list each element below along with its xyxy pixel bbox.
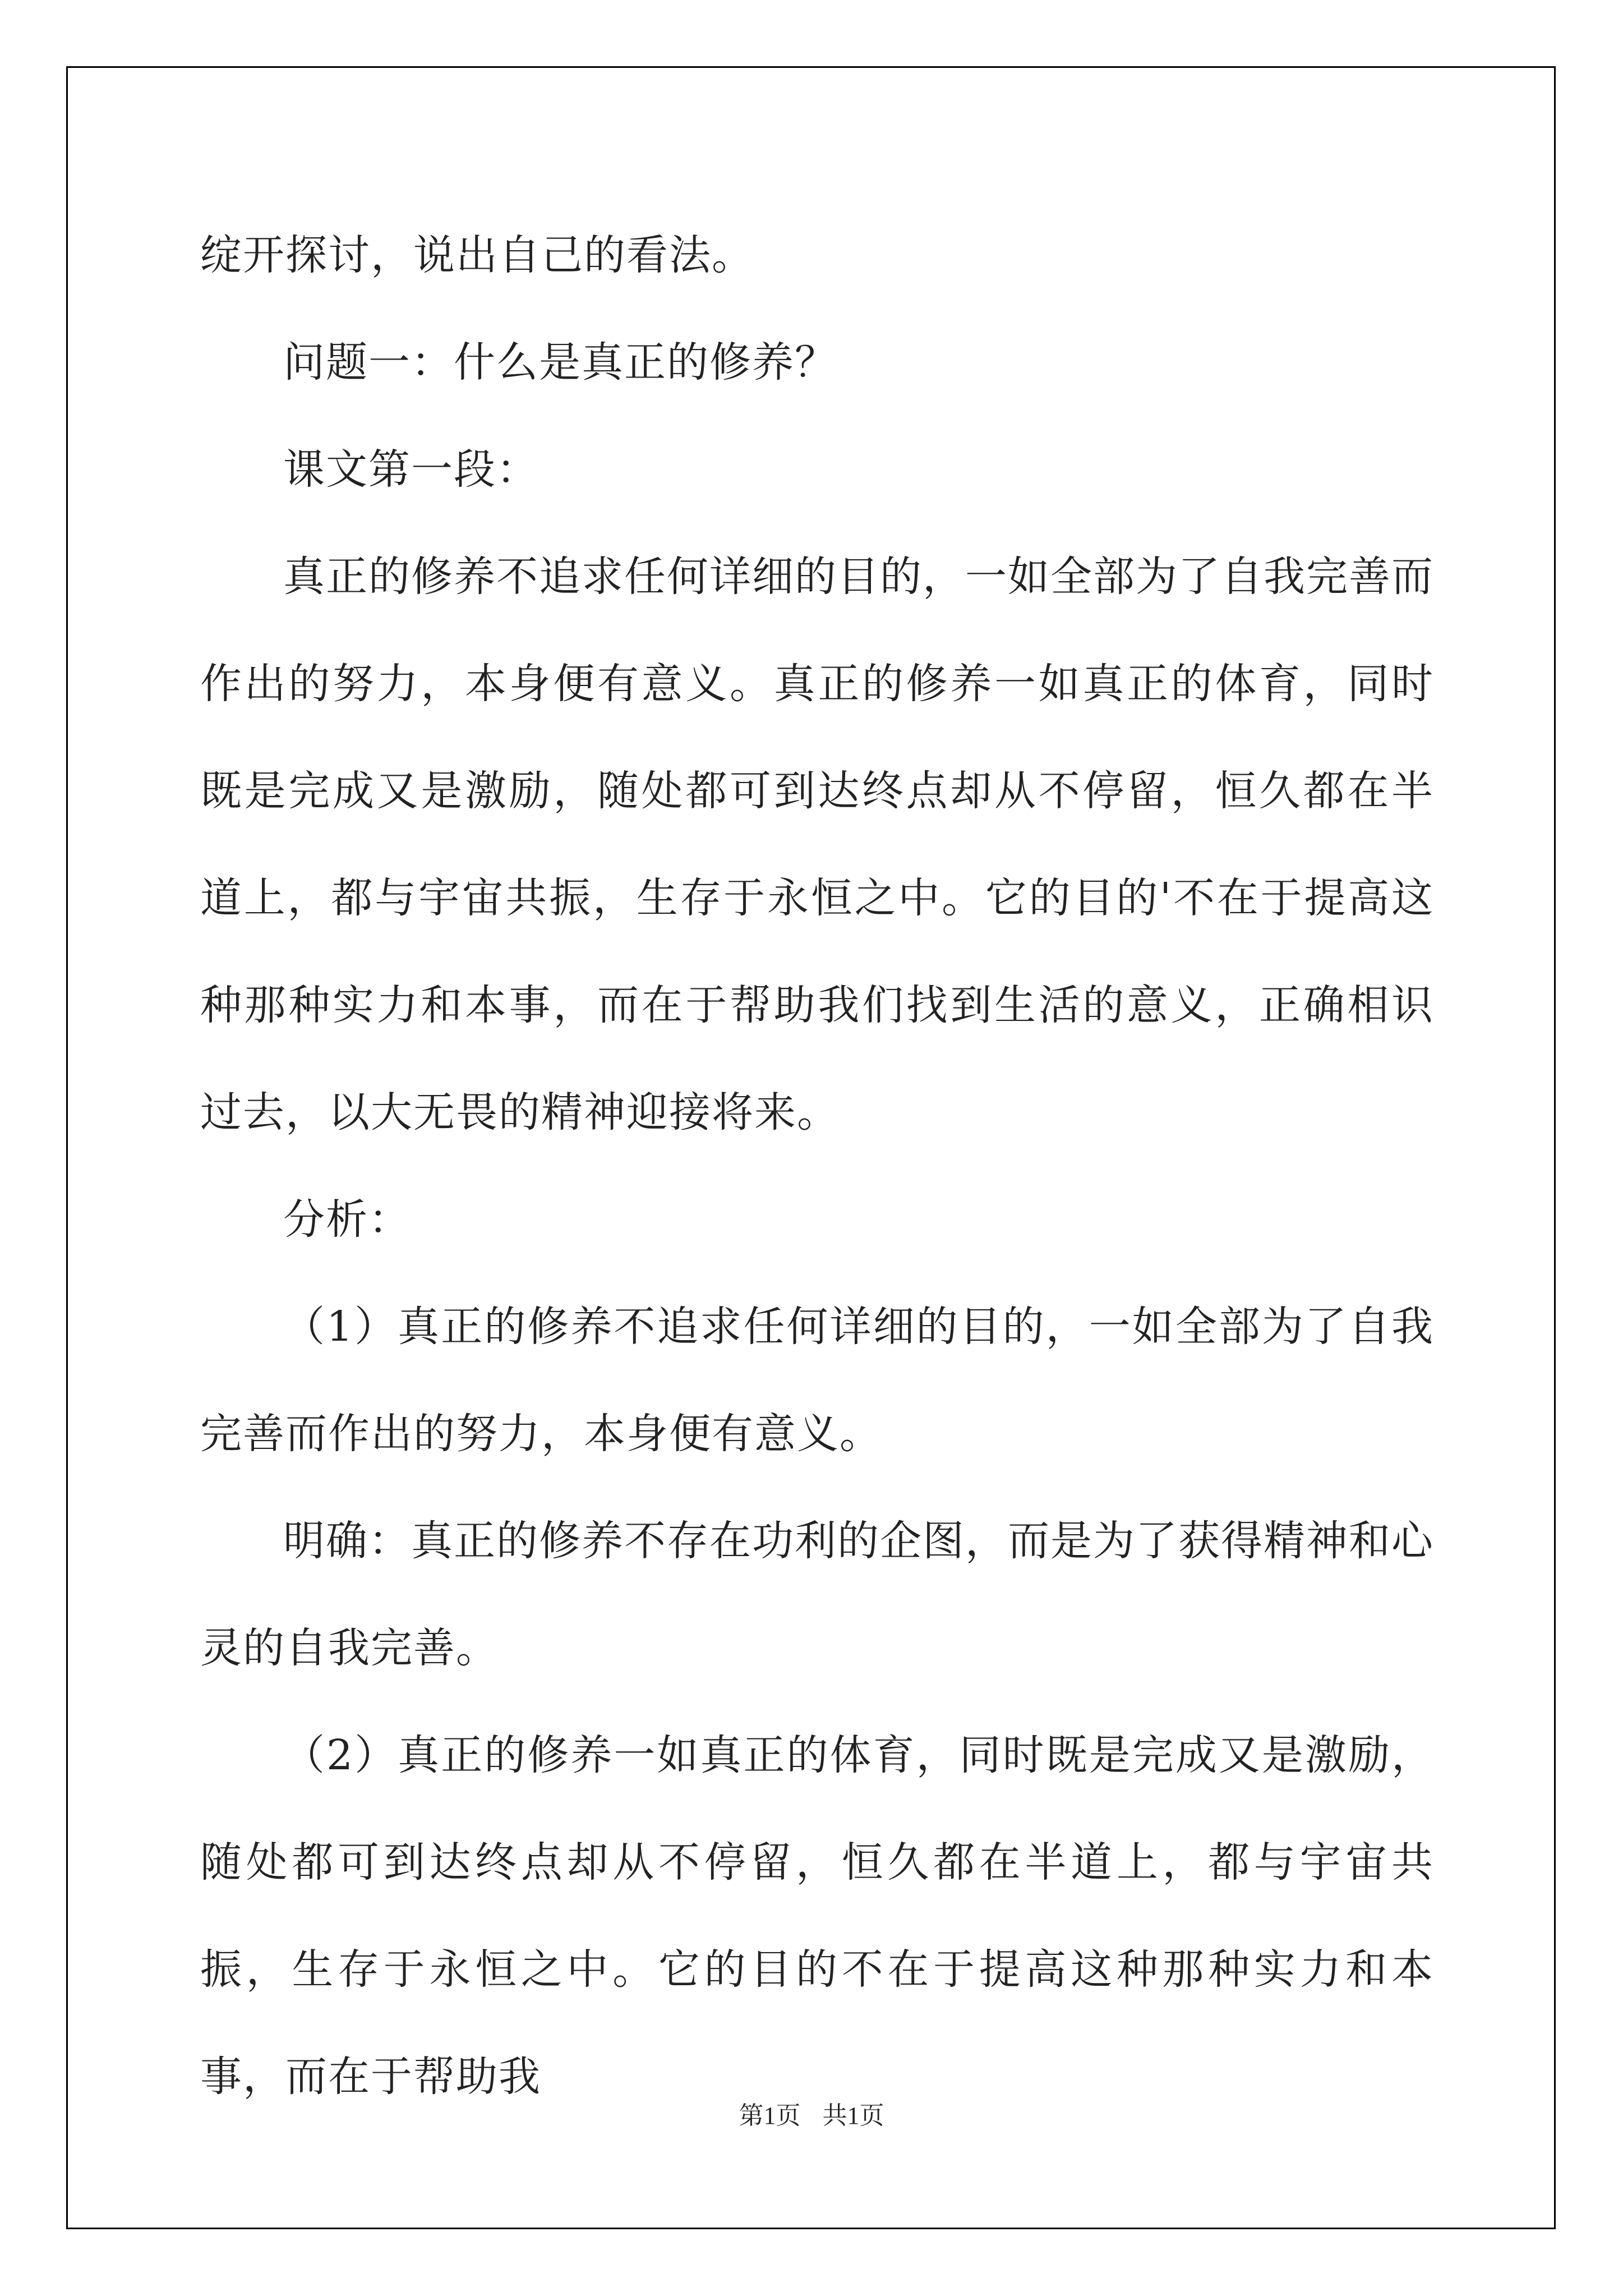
- page-footer: [0, 2095, 1623, 2131]
- paragraph-2: 问题一：什么是真正的修养？: [283, 338, 837, 386]
- paragraph-7: 明确：真正的修养不存在功利的企图，而是为了获得精神和心灵的自我完善。: [200, 1517, 1434, 1672]
- document-body: [200, 202, 1434, 2131]
- page-total: 共1页: [822, 2102, 884, 2129]
- paragraph-1: 绽开探讨，说出自己的看法。: [200, 231, 754, 279]
- paragraph-3: 课文第一段：: [283, 445, 539, 494]
- paragraph-4: 真正的修养不追求任何详细的目的，一如全部为了自我完善而作出的努力，本身便有意义。真正的修养一如真正的体育，同时既是完成又是激励，随处都可到达终点却从不停留，恒久都在半道上，都与宇宙共振，生存于永恒之中。它的目的'不在于提高这种那种实力和本事，而在于帮助我们找到生活的意义，正确相识过去，以大无畏的精神迎接将来。: [200, 553, 1434, 1137]
- paragraph-6: （1）真正的修养不追求任何详细的目的，一如全部为了自我完善而作出的努力，本身便有意义。: [200, 1303, 1434, 1458]
- paragraph-5: 分析：: [283, 1195, 411, 1244]
- paragraph-8: （2）真正的修养一如真正的体育，同时既是完成又是激励，随处都可到达终点却从不停留，恒久都在半道上，都与宇宙共振，生存于永恒之中。它的目的不在于提高这种那种实力和本事，而在于帮助我: [200, 1731, 1434, 2101]
- page-number: 第1页: [739, 2102, 801, 2129]
